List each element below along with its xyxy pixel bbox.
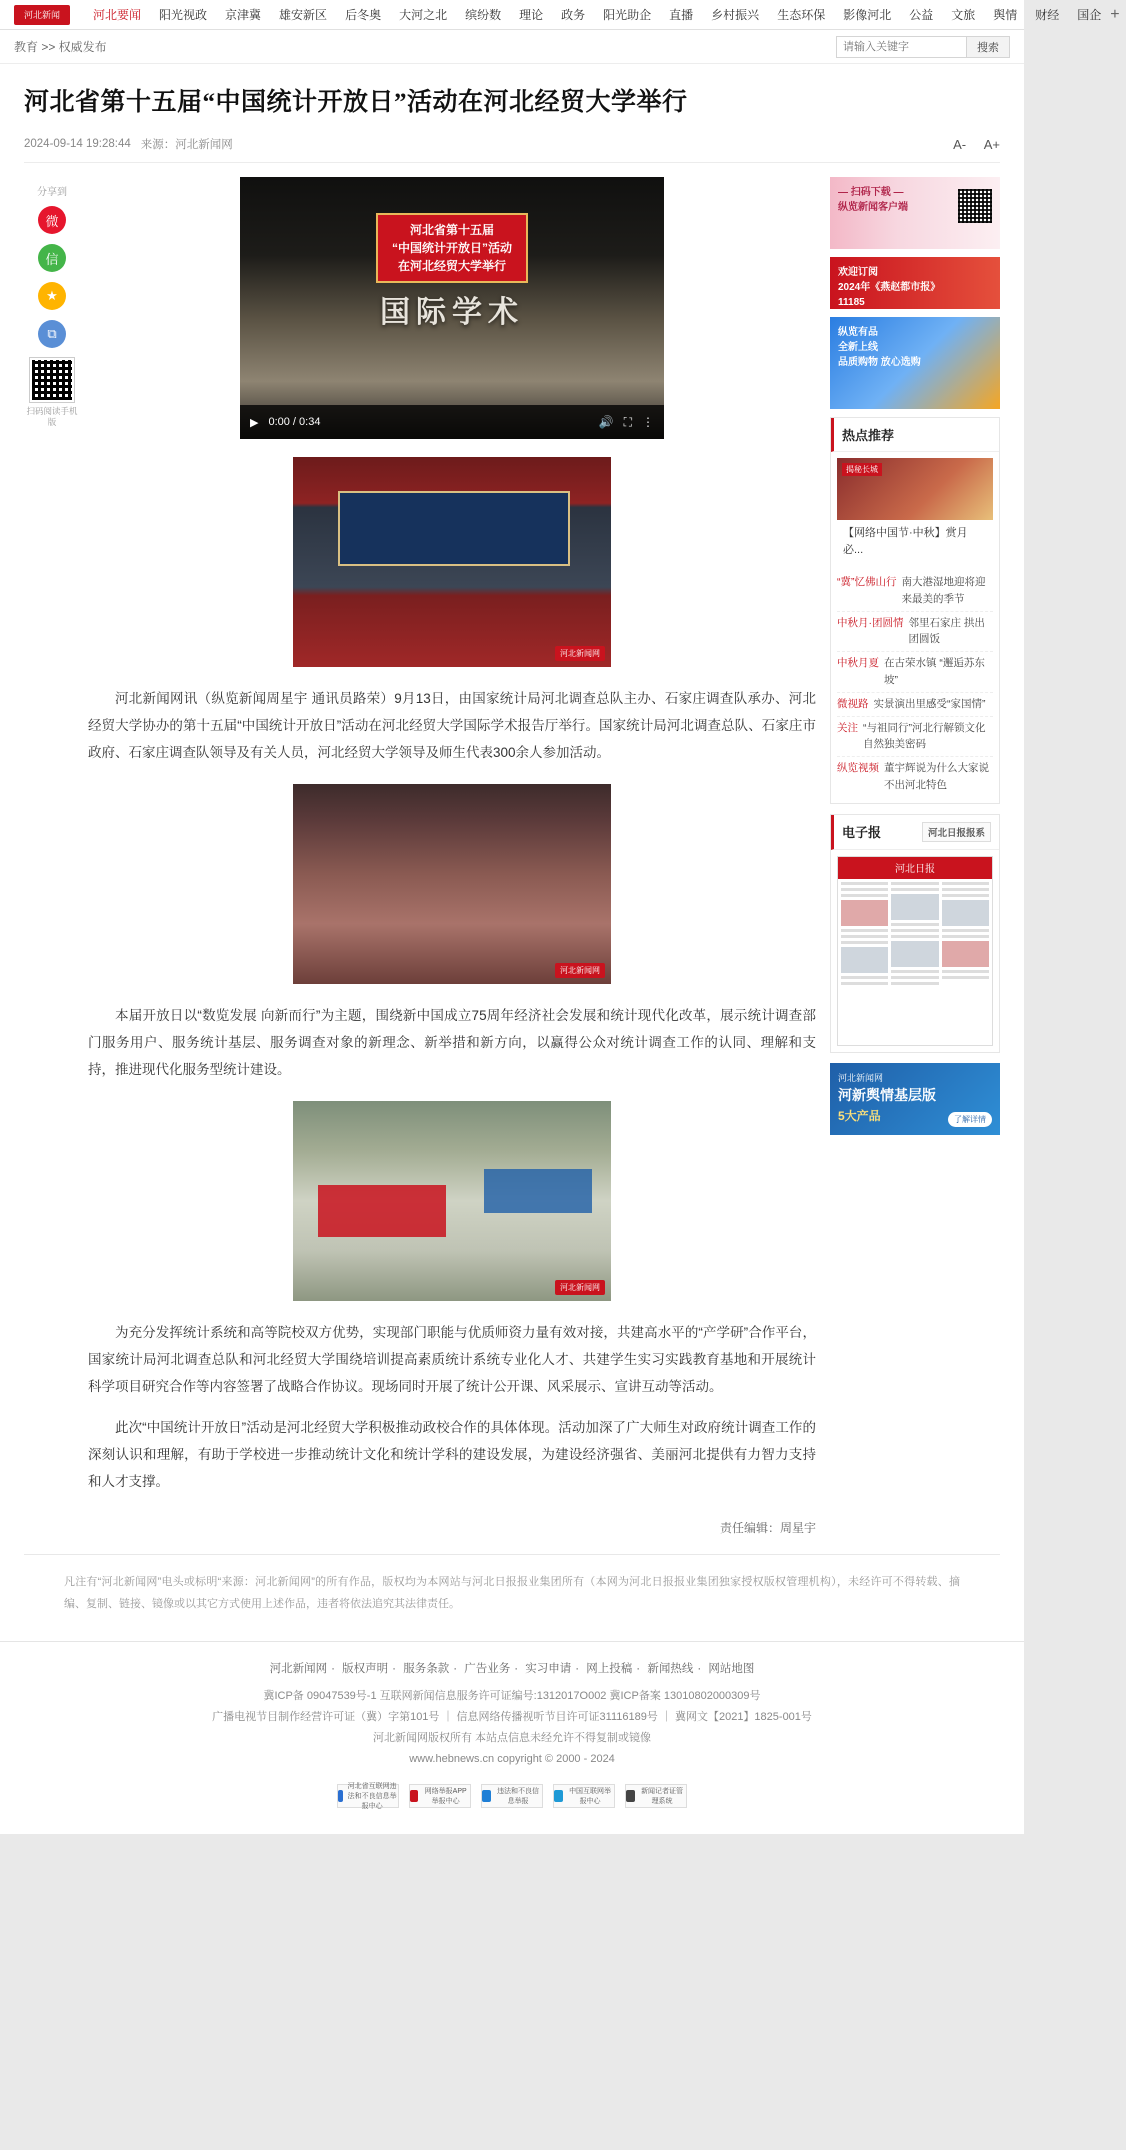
hot-feature-tag: 揭秘长城 [842, 463, 882, 476]
ad3-line2: 全新上线 [838, 342, 878, 353]
paragraph-2: 本届开放日以“数览发展 向新而行”为主题，围绕新中国成立75周年经济社会发展和统计现代化改革，展示统计调查部门服务用户、服务统计基层、服务调查对象的新理念、新举措和新方向，以赢得公众对统计调查工作的认同、理解和支持，推进现代化服务型统计建设。 [88, 1008, 816, 1077]
nav-item-18[interactable]: 国企 [1077, 7, 1102, 22]
nav-item-13[interactable]: 影像河北 [843, 7, 892, 22]
hebei-public-opinion-ad[interactable] [830, 1063, 1000, 1135]
ad3-line3: 品质购物 放心选购 [838, 357, 921, 368]
footer-line-2: 河北新闻网版权所有 本站点信息未经允许不得复制或镜像 [372, 1731, 652, 1744]
ad2-phone: 11185 [838, 297, 865, 308]
nav-item-4[interactable]: 后冬奥 [345, 7, 382, 22]
footer-link-5[interactable]: 网上投稿 [586, 1663, 633, 1675]
ad4-line3: 5大产品 [838, 1108, 881, 1123]
footer-link-2[interactable]: 服务条款 [403, 1663, 450, 1675]
breadcrumb-bar [0, 30, 1024, 64]
hot-text: 实景演出里感受“家国情” [873, 697, 986, 710]
hot-text: 在古荣水镇 “邂逅苏东坡” [884, 657, 985, 686]
figure-audience [293, 784, 611, 984]
footer-links[interactable]: 河北新闻网 · 版权声明 · 服务条款 · 广告业务 · 实习申请 · 网上投稿 · 新闻热线 · 网站地图 [0, 1660, 1024, 1676]
wechat-icon[interactable]: 信 [38, 244, 66, 272]
audience-photo [293, 784, 611, 984]
content-area [0, 163, 1024, 1554]
copy-link-icon[interactable]: ⧉ [38, 320, 66, 348]
ad4-line1: 河北新闻网 [838, 1072, 884, 1083]
footer-badges [0, 1784, 1024, 1808]
epaper-selector[interactable]: 河北日报报系 [922, 822, 991, 842]
font-decrease-button[interactable]: A- [953, 136, 967, 152]
footer-line-1: 广播电视节目制作经营许可证（冀）字第101号 ｜ 信息网络传播视听节目许可证31116189号 ｜ 冀网文【2021】1825-001号 [212, 1710, 812, 1723]
epaper-thumbnail[interactable] [837, 856, 993, 1046]
signing-ceremony-photo [293, 457, 611, 667]
hot-key: 中秋月夏 [837, 657, 879, 670]
ad-qr-icon [958, 189, 992, 223]
epaper-section [830, 814, 1000, 1053]
weibo-icon[interactable]: 微 [38, 206, 66, 234]
watermark: 河北新闻网 [555, 1280, 605, 1295]
subscribe-ad[interactable] [830, 257, 1000, 309]
list-item[interactable] [837, 612, 993, 653]
qr-caption: 扫码阅读手机版 [26, 406, 78, 428]
list-item[interactable] [837, 693, 993, 717]
hot-text: “与祖同行”河北行解锁文化自然独美密码 [863, 721, 986, 751]
footer-link-0[interactable]: 河北新闻网 [269, 1663, 328, 1675]
epaper-header [831, 815, 999, 850]
play-icon[interactable]: ▶ [250, 416, 259, 429]
nav-item-10[interactable]: 直播 [669, 7, 694, 22]
favorite-icon[interactable]: ★ [38, 282, 66, 310]
article-header [0, 64, 1024, 163]
publish-date: 2024-09-14 19:28:44 [24, 138, 131, 150]
hot-feature-image[interactable] [837, 458, 993, 520]
article-meta [24, 136, 1000, 163]
hot-recommend-section [830, 417, 1000, 804]
hot-key: 关注 [837, 721, 858, 734]
top-navigation[interactable] [0, 0, 1120, 30]
font-increase-button[interactable]: A+ [983, 136, 1000, 152]
font-size-controls[interactable] [939, 137, 1000, 152]
watermark: 河北新闻网 [555, 646, 605, 661]
hot-text: 董宇辉说为什么大家说不出河北特色 [884, 762, 989, 791]
search-box[interactable] [836, 36, 1010, 58]
epaper-title: 电子报 [842, 825, 882, 841]
store-ad[interactable] [830, 317, 1000, 409]
nav-item-15[interactable]: 文旅 [951, 7, 976, 22]
site-footer [0, 1641, 1024, 1834]
ad1-line2: 纵览新闻客户端 [838, 202, 908, 213]
fullscreen-icon[interactable]: ⛶ [623, 414, 632, 429]
hot-list [831, 569, 999, 803]
list-item[interactable] [837, 757, 993, 797]
footer-link-4[interactable]: 实习申请 [525, 1663, 572, 1675]
ad4-line2: 河新舆情基层版 [838, 1086, 936, 1103]
qr-code-icon [30, 358, 74, 402]
footer-line-0: 冀ICP备 09047539号-1 互联网新闻信息服务许可证编号:1312017O002 冀ICP备案 13010802000309号 [263, 1690, 761, 1702]
nav-item-9[interactable]: 阳光助企 [603, 7, 652, 22]
list-item[interactable] [837, 571, 993, 612]
video-player[interactable] [240, 177, 664, 439]
hot-key: 中秋月·团圆情 [837, 616, 904, 629]
list-item[interactable] [837, 652, 993, 693]
nav-item-2[interactable]: 京津冀 [225, 7, 262, 22]
article-body [80, 177, 830, 1554]
epaper-masthead: 河北日报 [838, 857, 992, 879]
article-source: 来源：河北新闻网 [140, 139, 233, 151]
hot-feature-caption[interactable]: 【网络中国节·中秋】赏月必... [843, 527, 968, 556]
share-sidebar [24, 177, 80, 1554]
figure-booth [293, 1101, 611, 1301]
page-title: 河北省第十五届“中国统计开放日”活动在河北经贸大学举行 [24, 89, 688, 116]
nav-item-12[interactable]: 生态环保 [777, 7, 826, 22]
footer-line-3: www.hebnews.cn copyright © 2000 - 2024 [409, 1752, 615, 1765]
share-label: 分享到 [37, 187, 67, 198]
watermark: 河北新闻网 [555, 963, 605, 978]
hot-text: 邻里石家庄 拱出团圆饭 [908, 616, 985, 646]
volume-icon[interactable]: 🔊 [598, 415, 614, 429]
app-download-ad[interactable] [830, 177, 1000, 249]
copyright-disclaimer: 凡注有“河北新闻网”电头或标明“来源：河北新闻网”的所有作品，版权均为本网站与河北日报报业集团所有（本网为河北日报报业集团独家授权版权管理机构），未经许可不得转载、摘编、复制、链接、镜像或以其它方式使用上述作品，违者将依法追究其法律责任。 [24, 1554, 1000, 1631]
video-backdrop-text: 国际学术 [380, 296, 524, 329]
ad2-line1: 欢迎订阅 [838, 267, 878, 278]
nav-item-3[interactable]: 雄安新区 [279, 7, 328, 22]
footer-link-1[interactable]: 版权声明 [342, 1663, 389, 1675]
nav-item-11[interactable]: 乡村振兴 [711, 7, 760, 22]
epaper-body[interactable] [831, 850, 999, 1052]
right-rail [830, 177, 1000, 1554]
editor-credit: 责任编辑：周星宇 [719, 1521, 816, 1535]
search-input[interactable] [836, 36, 966, 58]
badge-illegal-info[interactable]: 违法和不良信息举报 [481, 1784, 543, 1808]
hot-key: 微视路 [837, 697, 869, 710]
badge-report-app[interactable]: 网络举报APP举报中心 [409, 1784, 471, 1808]
nav-item-14[interactable]: 公益 [909, 7, 934, 22]
plus-icon[interactable]: + [1110, 5, 1120, 23]
outdoor-booth-photo [293, 1101, 611, 1301]
nav-item-17[interactable]: 财经 [1035, 7, 1060, 22]
more-options-icon[interactable]: ⋮ [642, 415, 654, 429]
nav-item-6[interactable]: 缤纷数 [465, 7, 502, 22]
badge-china-report[interactable]: 中国互联网举报中心 [553, 1784, 615, 1808]
ad2-line2: 2024年《燕赵都市报》 [838, 282, 941, 293]
ad4-cta-button[interactable]: 了解详情 [948, 1112, 992, 1127]
badge-report-center[interactable]: 河北省互联网违法和不良信息举报中心 [337, 1784, 399, 1808]
paragraph-4: 此次“中国统计开放日”活动是河北经贸大学积极推动政校合作的具体体现。活动加深了广大师生对政府统计调查工作的深刻认识和理解，有助于学校进一步推动统计文化和统计学科的建设发展，为建设经济强省、美丽河北提供有力智力支持和人才支撑。 [88, 1420, 816, 1489]
paragraph-3: 为充分发挥统计系统和高等院校双方优势，实现部门职能与优质师资力量有效对接，共建高水平的“产学研”合作平台，国家统计局河北调查总队和河北经贸大学围绕培训提高素质统计系统专业化人才、共建学生实习实践教育基地和开展统计科学项目研究合作等内容签署了战略合作协议。现场同时开展了统计公开课、风采展示、宣讲互动等活动。 [88, 1325, 816, 1394]
nav-item-5[interactable]: 大河之北 [399, 7, 448, 22]
nav-item-8[interactable]: 政务 [561, 7, 586, 22]
video-controls[interactable] [240, 405, 664, 439]
nav-item-7[interactable]: 理论 [519, 7, 544, 22]
paragraph-1: 河北新闻网讯（纵览新闻周星宇 通讯员路荣）9月13日，由国家统计局河北调查总队主办、石家庄调查队承办、河北经贸大学协办的第十五届“中国统计开放日”活动在河北经贸大学国际学术报告厅举行。国家统计局河北调查总队、石家庄市政府、石家庄调查队领导及有关人员，河北经贸大学领导及师生代表300余人参加活动。 [88, 691, 816, 760]
video-title-card [376, 213, 528, 283]
hot-text: 南大港湿地迎将迎来最美的季节 [901, 576, 986, 605]
hot-key: “冀”忆佛山行 [837, 576, 897, 588]
hot-recommend-title: 热点推荐 [831, 418, 999, 452]
ad1-line1: — 扫码下载 — [838, 187, 904, 198]
footer-link-7[interactable]: 网站地图 [708, 1663, 755, 1675]
ad3-line1: 纵览有品 [838, 327, 878, 338]
footer-link-6[interactable]: 新闻热线 [647, 1663, 694, 1675]
video-title-line-3: 在河北经贸大学举行 [397, 259, 507, 273]
figure-signing [293, 457, 611, 667]
nav-item-0[interactable]: 河北要闻 [93, 7, 142, 22]
video-title-line-1: 河北省第十五届 [409, 223, 495, 237]
hot-key: 纵览视频 [837, 762, 879, 775]
list-item[interactable] [837, 717, 993, 758]
site-logo[interactable]: 河北新闻 [14, 5, 70, 25]
search-button[interactable]: 搜索 [966, 36, 1010, 58]
footer-link-3[interactable]: 广告业务 [464, 1663, 511, 1675]
breadcrumb: 教育 >> 权威发布 [14, 40, 107, 54]
video-title-line-2: “中国统计开放日”活动 [391, 241, 513, 255]
video-time: 0:00 / 0:34 [268, 416, 321, 428]
badge-press-card[interactable]: 新闻记者证管理系统 [625, 1784, 687, 1808]
nav-item-16[interactable]: 舆情 [993, 7, 1018, 22]
nav-item-1[interactable]: 阳光视政 [159, 7, 208, 22]
